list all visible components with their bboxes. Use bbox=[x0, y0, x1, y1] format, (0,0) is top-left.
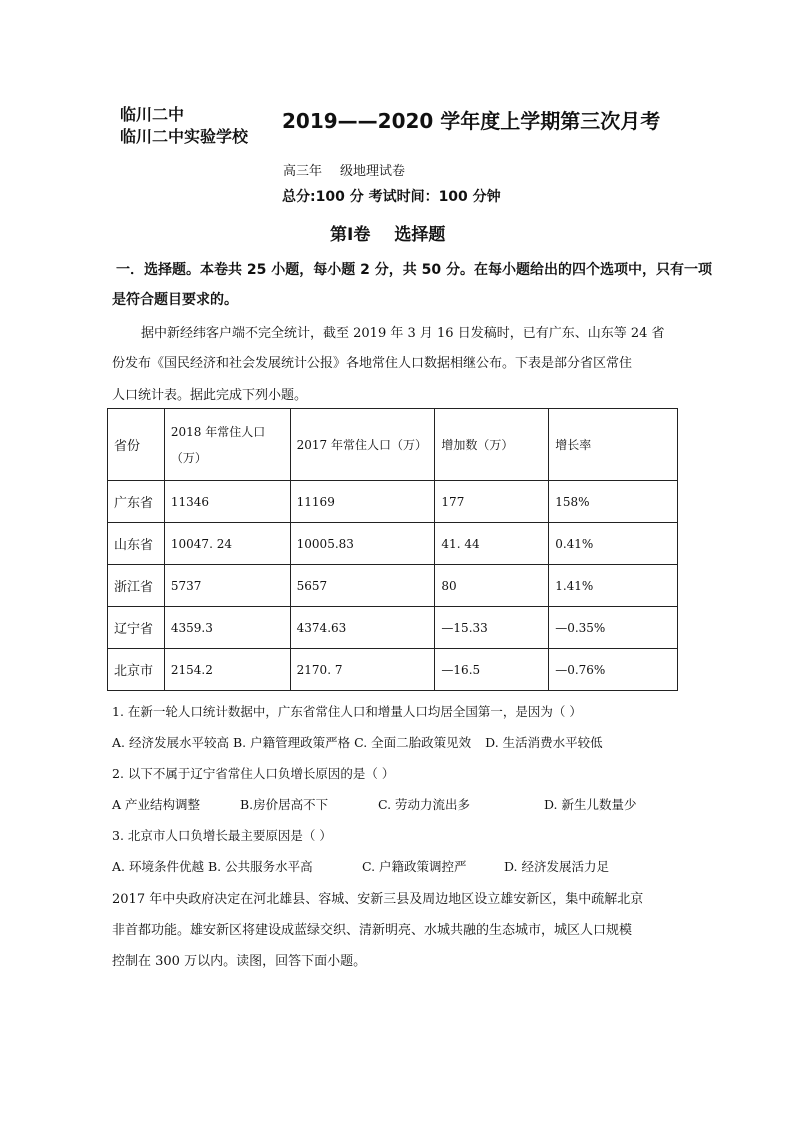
question-1: 1. 在新一轮人口统计数据中，广东省常住人口和增量人口均居全国第一，是因为（ ） bbox=[112, 704, 582, 719]
passage1-line-3: 人口统计表。据此完成下列小题。 bbox=[112, 388, 308, 403]
passage2-line-3: 控制在 300 万以内。读图，回答下面小题。 bbox=[112, 954, 367, 969]
passage1-line-1: 据中新经纬客户端不完全统计，截至 2019 年 3 月 16 日发稿时，已有广东、山东等 24 省 bbox=[141, 326, 665, 341]
option-c[interactable]: C. 劳动力流出多 bbox=[377, 797, 471, 812]
question-2: 2. 以下不属于辽宁省常住人口负增长原因的是（ ） bbox=[112, 766, 395, 781]
passage2-line-1: 2017 年中央政府决定在河北雄县、容城、安新三县及周边地区设立雄安新区，集中疏解北京 bbox=[112, 892, 644, 907]
table-cell: 11346 bbox=[164, 481, 290, 523]
option-b[interactable]: B.房价居高不下 bbox=[239, 797, 329, 812]
table-cell: 10005.83 bbox=[290, 523, 435, 565]
option-d[interactable]: D. 经济发展活力足 bbox=[503, 859, 609, 874]
exam-title: 2019——2020 学年度上学期第三次月考 bbox=[282, 109, 661, 133]
option-c[interactable]: C. 户籍政策调控严 bbox=[361, 859, 467, 874]
option-d[interactable]: D. 生活消费水平较低 bbox=[485, 735, 603, 750]
table-cell: 4374.63 bbox=[290, 607, 435, 649]
table-cell: 1.41% bbox=[549, 565, 678, 607]
passage1-line-2: 份发布《国民经济和社会发展统计公报》各地常住人口数据相继公布。下表是部分省区常住 bbox=[112, 356, 633, 371]
table-row bbox=[108, 481, 678, 523]
table-cell: 80 bbox=[435, 565, 549, 607]
instructions-line-2: 是符合题目要求的。 bbox=[112, 292, 238, 308]
table-cell: 5657 bbox=[290, 565, 435, 607]
question-3-options bbox=[112, 857, 609, 875]
table-cell: —0.76% bbox=[549, 649, 678, 691]
option-b[interactable]: B. 户籍管理政策严格 bbox=[232, 735, 351, 750]
table-cell-province: 广东省 bbox=[108, 481, 165, 523]
option-a[interactable]: A. 经济发展水平较高 bbox=[112, 735, 229, 750]
table-header-cell: 增加数（万） bbox=[435, 409, 549, 481]
section-name: 选择题 bbox=[394, 225, 446, 245]
table-cell: —15.33 bbox=[435, 607, 549, 649]
question-2-options bbox=[112, 795, 636, 813]
table-row bbox=[108, 523, 678, 565]
section-title bbox=[330, 220, 445, 245]
grade-subject-line bbox=[283, 160, 405, 179]
table-header-cell: 2017 年常住人口（万） bbox=[290, 409, 435, 481]
table-row bbox=[108, 565, 678, 607]
table-header-cell: 省份 bbox=[108, 409, 165, 481]
section-part: 第Ⅰ卷 bbox=[330, 225, 371, 245]
school-name-2: 临川二中实验学校 bbox=[120, 127, 249, 146]
table-cell-province: 辽宁省 bbox=[108, 607, 165, 649]
table-cell: 4359.3 bbox=[164, 607, 290, 649]
table-cell: 10047. 24 bbox=[164, 523, 290, 565]
table-cell: 158% bbox=[549, 481, 678, 523]
table-cell: 5737 bbox=[164, 565, 290, 607]
table-cell-province: 山东省 bbox=[108, 523, 165, 565]
subject-label: 级地理试卷 bbox=[340, 164, 406, 179]
option-c[interactable]: C. 全面二胎政策见效 bbox=[354, 735, 472, 750]
option-d[interactable]: D. 新生儿数量少 bbox=[543, 797, 637, 812]
table-cell: 2154.2 bbox=[164, 649, 290, 691]
table-cell: 2170. 7 bbox=[290, 649, 435, 691]
table-row bbox=[108, 607, 678, 649]
question-1-options bbox=[112, 733, 603, 751]
school-name-1: 临川二中 bbox=[120, 105, 185, 124]
table-cell-province: 北京市 bbox=[108, 649, 165, 691]
table-row bbox=[108, 649, 678, 691]
table-cell: 0.41% bbox=[549, 523, 678, 565]
grade-label: 高三年 bbox=[283, 164, 323, 179]
question-3: 3. 北京市人口负增长最主要原因是（ ） bbox=[112, 828, 332, 843]
table-cell: 177 bbox=[435, 481, 549, 523]
option-a[interactable]: A. 环境条件优越 bbox=[112, 859, 204, 874]
passage2-line-2: 非首都功能。雄安新区将建设成蓝绿交织、清新明亮、水城共融的生态城市，城区人口规模 bbox=[112, 923, 633, 938]
table-cell: 11169 bbox=[290, 481, 435, 523]
table-cell: —0.35% bbox=[549, 607, 678, 649]
table-cell: 41. 44 bbox=[435, 523, 549, 565]
option-a[interactable]: A 产业结构调整 bbox=[112, 797, 201, 812]
table-cell-province: 浙江省 bbox=[108, 565, 165, 607]
table-header-cell: 2018 年常住人口（万） bbox=[164, 409, 290, 481]
table-header-row bbox=[108, 409, 678, 481]
table-cell: —16.5 bbox=[435, 649, 549, 691]
option-b[interactable]: B. 公共服务水平高 bbox=[207, 859, 313, 874]
instructions-line-1: 一．选择题。本卷共 25 小题，每小题 2 分，共 50 分。在每小题给出的四个选项中，只有一项 bbox=[116, 262, 712, 278]
score-time-line: 总分:100 分 考试时间：100 分钟 bbox=[282, 189, 501, 205]
table-header-cell: 增长率 bbox=[549, 409, 678, 481]
population-table bbox=[107, 408, 678, 691]
